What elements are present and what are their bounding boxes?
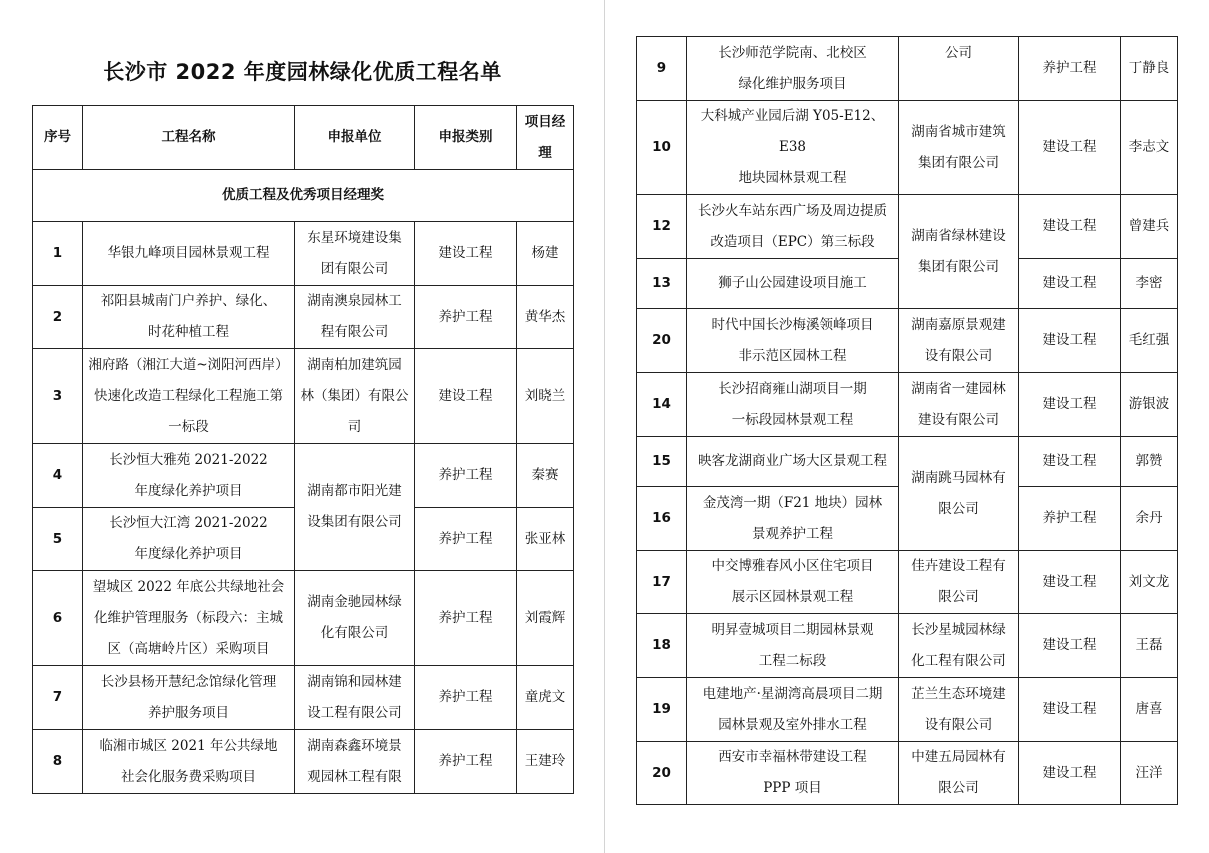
project-name: 金茂湾一期（F21 地块）园林 景观养护工程 [687,487,899,551]
category: 养护工程 [415,286,517,349]
table-row [637,551,1178,614]
table-row [33,444,574,508]
project-manager: 刘霞辉 [517,571,574,666]
project-manager: 毛红强 [1121,309,1178,373]
header-no: 序号 [33,106,83,170]
project-manager: 郭赞 [1121,437,1178,487]
project-manager: 李密 [1121,259,1178,309]
category: 养护工程 [1019,37,1121,101]
applicant-unit: 湖南锦和园林建 设工程有限公司 [295,666,415,730]
applicant-unit: 长沙星城园林绿 化工程有限公司 [899,614,1019,678]
header-name: 工程名称 [83,106,295,170]
applicant-unit: 湖南都市阳光建 设集团有限公司 [295,444,415,571]
row-no: 7 [33,666,83,730]
applicant-unit: 湖南金驰园林绿 化有限公司 [295,571,415,666]
project-manager: 曾建兵 [1121,195,1178,259]
project-name: 华银九峰项目园林景观工程 [83,222,295,286]
page-title: 长沙市 2022 年度园林绿化优质工程名单 [103,60,502,84]
category: 建设工程 [1019,101,1121,195]
table-row [637,309,1178,373]
page-divider [604,0,605,853]
header-manager: 项目经 理 [517,106,574,170]
category: 养护工程 [1019,487,1121,551]
table-row [637,195,1178,259]
category: 建设工程 [1019,614,1121,678]
header-type: 申报类别 [415,106,517,170]
row-no: 15 [637,437,687,487]
project-manager: 刘文龙 [1121,551,1178,614]
category: 建设工程 [1019,259,1121,309]
category: 建设工程 [1019,678,1121,742]
category: 建设工程 [1019,437,1121,487]
category: 建设工程 [1019,551,1121,614]
project-name: 长沙恒大江湾 2021-2022 年度绿化养护项目 [83,508,295,571]
row-no: 20 [637,309,687,373]
row-no: 14 [637,373,687,437]
row-no: 10 [637,101,687,195]
project-manager: 杨建 [517,222,574,286]
award-table-right [636,36,1178,805]
project-name: 长沙火车站东西广场及周边提质 改造项目（EPC）第三标段 [687,195,899,259]
category: 建设工程 [1019,195,1121,259]
project-manager: 李志文 [1121,101,1178,195]
category: 养护工程 [415,571,517,666]
row-no: 5 [33,508,83,571]
row-no: 16 [637,487,687,551]
project-name: 湘府路（湘江大道~浏阳河西岸） 快速化改造工程绿化工程施工第 一标段 [83,349,295,444]
table-row [637,437,1178,487]
applicant-unit: 湖南省绿林建设 集团有限公司 [899,195,1019,309]
applicant-unit: 湖南跳马园林有 限公司 [899,437,1019,551]
project-name: 临湘市城区 2021 年公共绿地 社会化服务费采购项目 [83,730,295,794]
category: 养护工程 [415,730,517,794]
project-manager: 刘晓兰 [517,349,574,444]
row-no: 12 [637,195,687,259]
project-name: 长沙县杨开慧纪念馆绿化管理 养护服务项目 [83,666,295,730]
row-no: 2 [33,286,83,349]
table-row [33,222,574,286]
applicant-unit: 湖南澳泉园林工 程有限公司 [295,286,415,349]
table-row [637,742,1178,805]
project-name: 长沙师范学院南、北校区 绿化维护服务项目 [687,37,899,101]
row-no: 17 [637,551,687,614]
project-name: 时代中国长沙梅溪领峰项目 非示范区园林工程 [687,309,899,373]
project-manager: 王建玲 [517,730,574,794]
row-no: 3 [33,349,83,444]
project-manager: 汪洋 [1121,742,1178,805]
applicant-unit: 芷兰生态环境建 设有限公司 [899,678,1019,742]
project-name: 映客龙湖商业广场大区景观工程 [687,437,899,487]
table-row [637,678,1178,742]
table-row [637,101,1178,195]
applicant-unit: 中建五局园林有 限公司 [899,742,1019,805]
category: 建设工程 [1019,309,1121,373]
table-row [637,614,1178,678]
row-no: 13 [637,259,687,309]
row-no: 8 [33,730,83,794]
applicant-unit: 湖南省城市建筑 集团有限公司 [899,101,1019,195]
project-manager: 秦赛 [517,444,574,508]
category: 养护工程 [415,444,517,508]
project-name: 中交博雅春风小区住宅项目 展示区园林景观工程 [687,551,899,614]
row-no: 20 [637,742,687,805]
project-name: 狮子山公园建设项目施工 [687,259,899,309]
category: 建设工程 [415,222,517,286]
category: 养护工程 [415,508,517,571]
table-row [33,349,574,444]
project-manager: 余丹 [1121,487,1178,551]
applicant-unit: 湖南省一建园林 建设有限公司 [899,373,1019,437]
category: 建设工程 [1019,742,1121,805]
applicant-unit: 湖南嘉原景观建 设有限公司 [899,309,1019,373]
row-no: 4 [33,444,83,508]
category: 建设工程 [1019,373,1121,437]
table-row [637,37,1178,101]
award-table-left [32,105,574,794]
project-manager: 张亚林 [517,508,574,571]
project-manager: 丁静良 [1121,37,1178,101]
applicant-unit: 东星环境建设集 团有限公司 [295,222,415,286]
applicant-unit: 湖南柏加建筑园 林（集团）有限公 司 [295,349,415,444]
project-manager: 唐喜 [1121,678,1178,742]
project-name: 望城区 2022 年底公共绿地社会 化维护管理服务（标段六：主城 区（高塘岭片区）采购项目 [83,571,295,666]
row-no: 18 [637,614,687,678]
section-heading: 优质工程及优秀项目经理奖 [33,170,574,222]
project-manager: 黄华杰 [517,286,574,349]
applicant-unit: 湖南森鑫环境景 观园林工程有限 [295,730,415,794]
applicant-unit: 公司 [899,37,1019,101]
project-name: 长沙招商雍山湖项目一期 一标段园林景观工程 [687,373,899,437]
project-name: 长沙恒大雅苑 2021-2022 年度绿化养护项目 [83,444,295,508]
project-name: 西安市幸福林带建设工程 PPP 项目 [687,742,899,805]
table-row [637,373,1178,437]
table-row [33,730,574,794]
row-no: 6 [33,571,83,666]
project-name: 祁阳县城南门户养护、绿化、 时花种植工程 [83,286,295,349]
row-no: 19 [637,678,687,742]
project-manager: 游银波 [1121,373,1178,437]
header-unit: 申报单位 [295,106,415,170]
table-row [33,666,574,730]
row-no: 9 [637,37,687,101]
category: 建设工程 [415,349,517,444]
category: 养护工程 [415,666,517,730]
row-no: 1 [33,222,83,286]
project-manager: 童虎文 [517,666,574,730]
table-row [33,286,574,349]
applicant-unit: 佳卉建设工程有 限公司 [899,551,1019,614]
project-name: 电建地产·星湖湾高晨项目二期 园林景观及室外排水工程 [687,678,899,742]
project-name: 大科城产业园后湖 Y05-E12、E38 地块园林景观工程 [687,101,899,195]
table-row [33,571,574,666]
project-name: 明昇壹城项目二期园林景观 工程二标段 [687,614,899,678]
project-manager: 王磊 [1121,614,1178,678]
